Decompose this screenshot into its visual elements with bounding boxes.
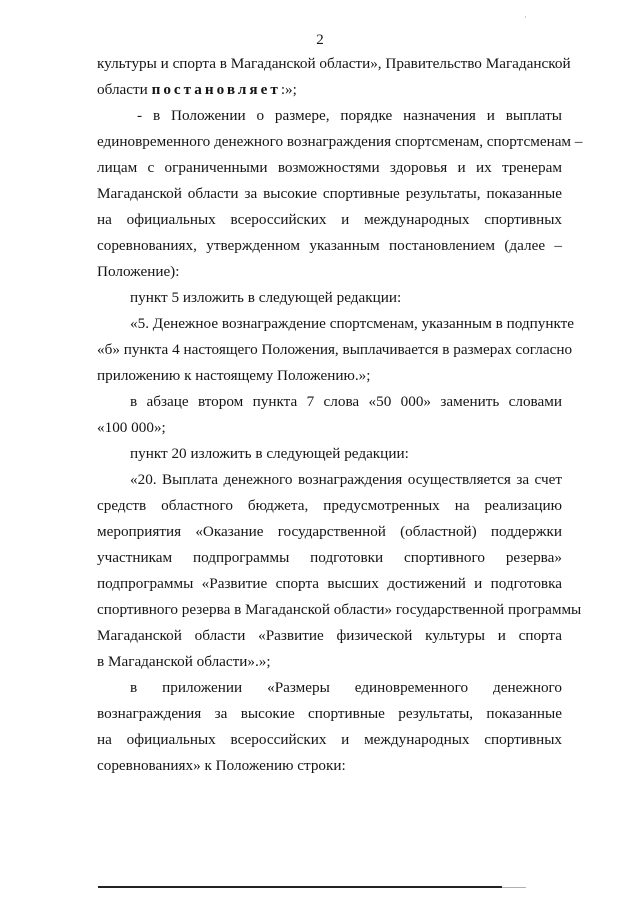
text-line [97, 571, 562, 597]
text-line [97, 649, 562, 675]
page-number: 2 [316, 32, 324, 48]
text-line [130, 311, 575, 337]
text-line-content: соревнованиях, утвержденном указанным постановлением (далее – [97, 237, 562, 254]
bottom-rule-faint [502, 887, 526, 888]
text-line-content: «20. Выплата денежного вознаграждения осуществляется за счет [130, 471, 562, 488]
text-line [130, 285, 562, 311]
text-line [97, 181, 562, 207]
text-line [130, 441, 562, 467]
text-line [97, 545, 562, 571]
text-line-content: Магаданской области за высокие спортивные результаты, показанные [97, 185, 562, 202]
text-line-content: пункт 5 изложить в следующей редакции: [130, 289, 402, 306]
text-line-content: в приложении «Размеры единовременного денежного [130, 679, 562, 696]
text-line [97, 337, 573, 363]
text-line [97, 259, 562, 285]
text-line-suffix: :»; [280, 81, 297, 98]
text-line [130, 675, 562, 701]
text-line-content: - в Положении о размере, порядке назначения и выплаты [137, 107, 562, 124]
text-line [97, 701, 562, 727]
text-line-content: лицам с ограниченными возможностями здоровья и их тренерам [97, 159, 562, 176]
text-line [97, 623, 562, 649]
text-line-content: участникам подпрограммы подготовки спортивного резерва» [97, 549, 562, 566]
text-line [97, 77, 562, 103]
text-line-content: пункт 20 изложить в следующей редакции: [130, 445, 409, 462]
text-line [130, 389, 562, 415]
text-line [97, 519, 562, 545]
text-line-content: мероприятия «Оказание государственной (областной) поддержки [97, 523, 562, 540]
text-line-content: Положение): [97, 263, 180, 280]
text-line [97, 155, 562, 181]
text-line [97, 207, 562, 233]
bottom-rule [98, 886, 502, 888]
text-line-content: «100 000»; [97, 419, 166, 436]
text-line-content: соревнованиях» к Положению строки: [97, 757, 346, 774]
text-line-content: приложению к настоящему Положению.»; [97, 367, 371, 384]
text-line-content: Магаданской области «Развитие физической культуры и спорта [97, 627, 562, 644]
text-line-content: в Магаданской области».»; [97, 653, 271, 670]
text-line [97, 597, 582, 623]
text-line [97, 233, 562, 259]
text-line-content: единовременного денежного вознаграждения спортсменам, спортсменам – [97, 133, 583, 150]
text-line-content: культуры и спорта в Магаданской области», Правительство Магаданской [97, 55, 571, 72]
corner-mark: · [524, 12, 527, 22]
text-line-content: «5. Денежное вознаграждение спортсменам, указанным в подпункте [130, 315, 575, 332]
text-line-content: на официальных всероссийских и международных спортивных [97, 211, 562, 228]
text-line-content: средств областного бюджета, предусмотренных на реализацию [97, 497, 562, 514]
text-line [97, 753, 562, 779]
text-line [97, 415, 562, 441]
text-line [97, 493, 562, 519]
text-line-content: вознаграждения за высокие спортивные результаты, показанные [97, 705, 562, 722]
text-line [137, 103, 562, 129]
text-line-content: на официальных всероссийских и международных спортивных [97, 731, 562, 748]
text-line [97, 727, 562, 753]
text-line-content: «б» пункта 4 настоящего Положения, выплачивается в размерах согласно [97, 341, 573, 358]
text-line [130, 467, 562, 493]
text-line [97, 129, 583, 155]
text-line-content: спортивного резерва в Магаданской области» государственной программы [97, 601, 582, 618]
text-line-content: области [97, 81, 148, 98]
text-line [97, 363, 562, 389]
text-line-content: подпрограммы «Развитие спорта высших достижений и подготовка [97, 575, 562, 592]
text-line [97, 51, 571, 77]
text-line-content: в абзаце втором пункта 7 слова «50 000» заменить словами [130, 393, 562, 410]
emphasized-word: постановляет [151, 81, 281, 98]
